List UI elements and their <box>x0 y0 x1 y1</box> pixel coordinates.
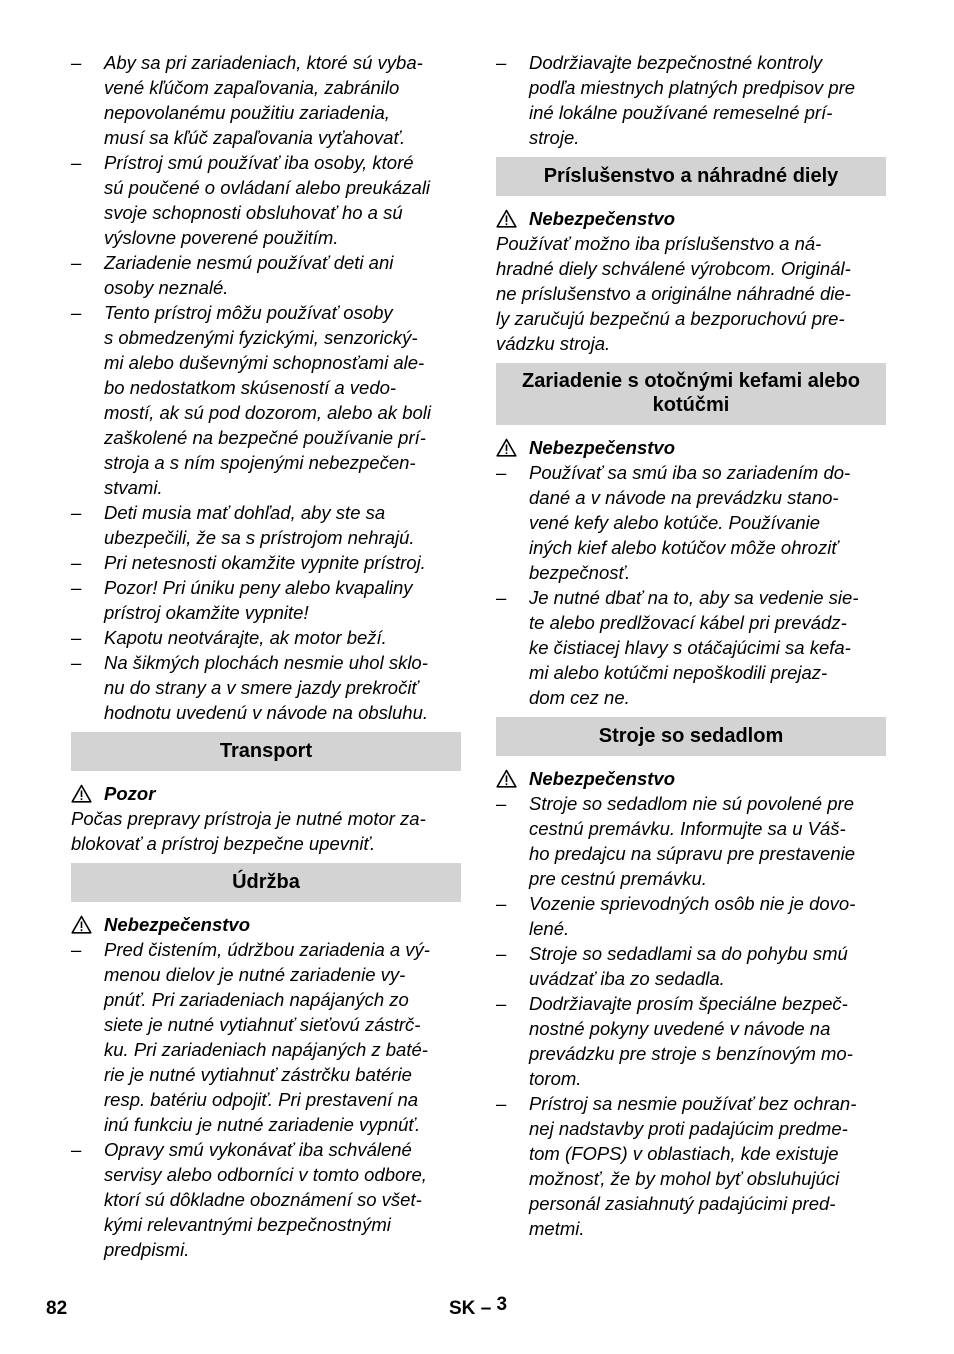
list-item: – Je nutné dbať na to, aby sa vedenie sie- te alebo predlžovací kábel pri prevádz- ke čistiacej hlavy s otáčajúcimi sa kefa- mi alebo kotúčmi nepoškodili prejaz- dom cez ne. <box>496 587 859 708</box>
right-column <box>496 50 886 1241</box>
list-item: – Zariadenie nesmú používať deti ani osoby neznalé. <box>71 252 394 298</box>
list-item: – Stroje so sedadlami sa do pohybu smú uvádzať iba zo sedadla. <box>496 943 848 989</box>
prislusenstvo-text: Používať možno iba príslušenstvo a ná- hradné diely schválené výrobcom. Originál- ne príslušenstvo a originálne náhradné die- ly zaručujú bezpečnú a bezporuchovú pre- vádzku stroja. <box>496 233 851 354</box>
warning-label: Nebezpečenstvo <box>529 208 675 229</box>
sedadlo-list <box>496 791 886 1241</box>
list-item: – Vozenie sprievodných osôb nie je dovo- lené. <box>496 893 856 939</box>
list-item: – Tento prístroj môžu používať osoby s obmedzenými fyzickými, senzorický- mi alebo duševnými schopnosťami ale- bo nedostatkom skúseností a vedo- mostí, ak sú pod dozorom, alebo ak boli zaškolené na bezpečné používanie prí- stroja a s ním spojenými nebezpečen- stvami. <box>71 302 432 498</box>
kefy-list <box>496 460 886 710</box>
list-item: – Aby sa pri zariadeniach, ktoré sú vyba- vené kľúčom zapaľovania, zabránilo nepovolanému použitiu zariadenia, musí sa kľúč zapaľovania vyťahovať. <box>71 52 423 148</box>
list-item: – Na šikmých plochách nesmie uhol sklo- nu do strany a v smere jazdy prekročiť hodnotu uvedenú v návode na obsluhu. <box>71 652 429 723</box>
warning-triangle-icon <box>71 915 92 934</box>
warning-label: Nebezpečenstvo <box>529 437 675 458</box>
footer-section-page: 3 <box>496 1294 508 1315</box>
list-item: – Kapotu neotvárajte, ak motor beží. <box>71 627 387 648</box>
warning-label: Pozor <box>104 783 156 804</box>
footer-language: SK <box>449 1298 476 1319</box>
warning-nebezpecenstvo <box>496 206 886 231</box>
intro-list-left <box>71 50 461 725</box>
list-item: – Opravy smú vykonávať iba schválené servisy alebo odborníci v tomto odbore, ktorí sú dôkladne oboznámení so všet- kými relevantnými bezpečnostnými predpismi. <box>71 1139 427 1260</box>
left-column <box>71 50 461 1262</box>
list-item: – Stroje so sedadlom nie sú povolené pre cestnú premávku. Informujte sa u Váš- ho predajcu na súpravu pre prestavenie pre cestnú premávku. <box>496 793 856 889</box>
warning-nebezpecenstvo <box>496 435 886 460</box>
section-heading-kefy: Zariadenie s otočnými kefami alebo kotúčmi <box>496 363 886 425</box>
list-item: – Prístroj smú používať iba osoby, ktoré sú poučené o ovládaní alebo preukázali svoje schopnosti obsluhovať ho a sú výslovne poverené použitím. <box>71 152 431 248</box>
udrzba-list <box>71 937 461 1262</box>
section-heading-udrzba: Údržba <box>71 863 461 902</box>
footer-section-label <box>449 1294 508 1320</box>
list-item: – Pri netesnosti okamžite vypnite prístroj. <box>71 552 426 573</box>
section-heading-transport: Transport <box>71 732 461 771</box>
warning-label: Nebezpečenstvo <box>104 914 250 935</box>
warning-triangle-icon <box>496 209 517 228</box>
warning-triangle-icon <box>71 784 92 803</box>
list-item: – Dodržiavajte prosím špeciálne bezpeč- nostné pokyny uvedené v návode na prevádzku pre stroje s benzínovým mo- torom. <box>496 993 853 1089</box>
warning-label: Nebezpečenstvo <box>529 768 675 789</box>
warning-pozor <box>71 781 461 806</box>
footer-dash: – <box>480 1298 492 1319</box>
warning-nebezpecenstvo <box>496 766 886 791</box>
transport-text: Počas prepravy prístroja je nutné motor za- blokovať a prístroj bezpečne upevniť. <box>71 808 426 854</box>
section-heading-sedadlo: Stroje so sedadlom <box>496 717 886 756</box>
list-item: – Používať sa smú iba so zariadením do- dané a v návode na prevádzku stano- vené kefy alebo kotúče. Používanie iných kief alebo kotúčov môže ohroziť bezpečnosť. <box>496 462 851 583</box>
warning-triangle-icon <box>496 438 517 457</box>
list-item: – Deti musia mať dohľad, aby ste sa ubezpečili, že sa s prístrojom nehrajú. <box>71 502 415 548</box>
list-item: – Pozor! Pri úniku peny alebo kvapaliny prístroj okamžite vypnite! <box>71 577 413 623</box>
list-item: – Dodržiavajte bezpečnostné kontroly podľa miestnych platných predpisov pre iné lokálne používané remeselné prí- stroje. <box>496 52 856 148</box>
warning-nebezpecenstvo <box>71 912 461 937</box>
page-number: 82 <box>46 1298 68 1319</box>
list-item: – Prístroj sa nesmie používať bez ochran- nej nadstavby proti padajúcim predme- tom (FOPS) v oblastiach, kde existuje možnosť, že by mohol byť obsluhujúci personál zasiahnutý padajúcimi pred- metmi. <box>496 1093 857 1239</box>
intro-list-right <box>496 50 886 150</box>
list-item: – Pred čistením, údržbou zariadenia a vý- menou dielov je nutné zariadenie vy- pnúť. Pri zariadeniach napájaných zo siete je nutné vytiahnuť sieťovú zástrč- ku. Pri zariadeniach napájaných z baté- rie je nutné vytiahnuť zástrčku batérie resp. batériu odpojiť. Pri prestavení na inú funkciu je nutné zariadenie vypnúť. <box>71 939 430 1135</box>
section-heading-prislusenstvo: Príslušenstvo a náhradné diely <box>496 157 886 196</box>
warning-triangle-icon <box>496 769 517 788</box>
